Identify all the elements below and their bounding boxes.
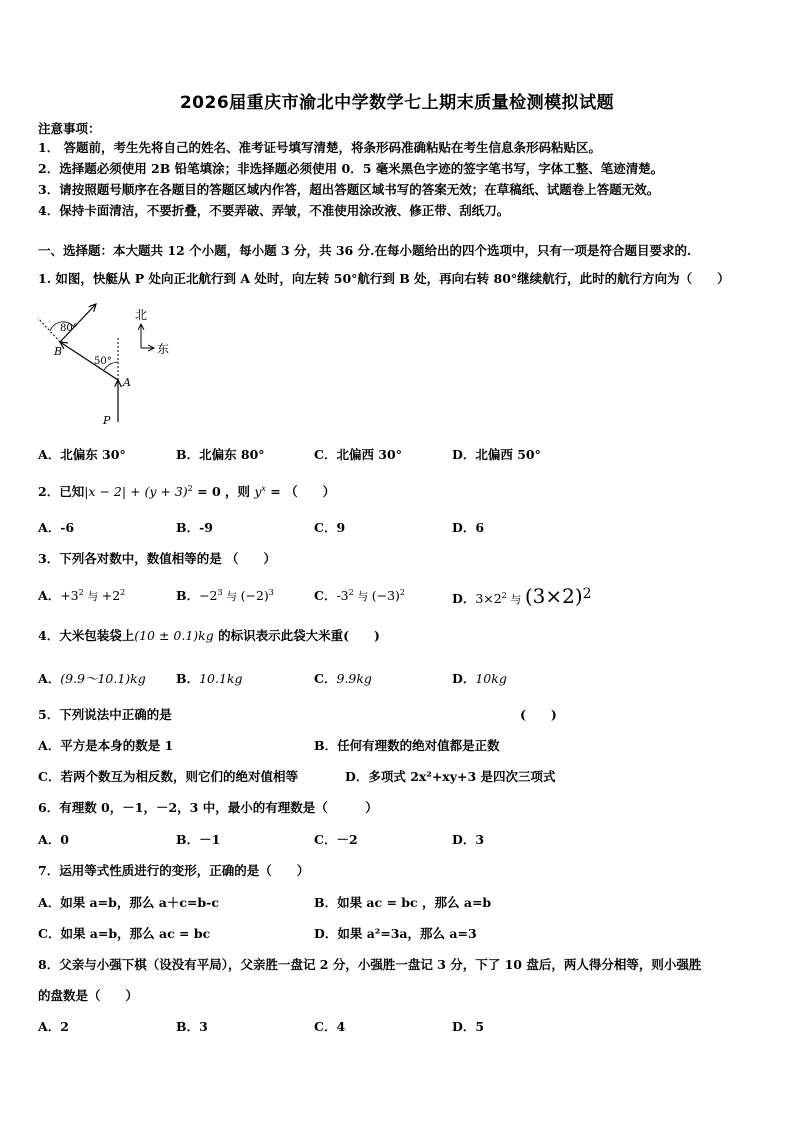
q4-c-value: 9.9kg — [336, 671, 372, 686]
q5-option-d: D．多项式 2x²+xy+3 是四次三项式 — [345, 769, 556, 784]
q4-b-label: B． — [176, 671, 200, 686]
notice-item: 2．选择题必须使用 2B 铅笔填涂；非选择题必须使用 0．5 毫米黑色字迹的签字笔书写，字体工整、笔迹清楚。 — [38, 161, 664, 176]
q8-option-d: D．5 — [452, 1019, 485, 1034]
q4-a-value: (9.9～10.1)kg — [60, 671, 146, 686]
q2-expression: |x − 2| + (y + 3) — [84, 484, 188, 499]
q5-option-c: C．若两个数互为相反数，则它们的绝对值相等 — [38, 769, 298, 784]
question-8-stem-line2: 的盘数是（ ） — [38, 988, 139, 1003]
section-heading: 一、选择题：本大题共 12 个小题，每小题 3 分，共 36 分.在每小题给出的四个选项中，只有一项是符合题目要求的. — [38, 243, 692, 258]
q3-option-b — [176, 588, 274, 605]
q3-d-right-exp: 2 — [582, 585, 592, 602]
point-p-label: P — [103, 414, 111, 427]
q2-option-c: C．9 — [314, 520, 346, 535]
q8-option-c: C．4 — [314, 1019, 346, 1034]
q3-c-right: (−3) — [371, 588, 400, 603]
compass-east-label: 东 — [157, 342, 170, 356]
q2-prefix: 2．已知 — [38, 484, 85, 499]
q3-a-label: A． — [38, 588, 61, 603]
q2-x: x — [261, 483, 266, 493]
q2-y: y — [254, 484, 262, 499]
q6-option-a: A．0 — [38, 832, 69, 847]
q3-a-left: +3 — [60, 588, 79, 603]
q3-b-left: −2 — [199, 588, 218, 603]
q3-b-right-exp: 3 — [268, 587, 274, 597]
point-b-label: B — [54, 345, 63, 358]
question-6-stem: 6．有理数 0，－1，－2，3 中，最小的有理数是（ ） — [38, 800, 378, 815]
q5-option-a: A．平方是本身的数是 1 — [38, 738, 174, 753]
notice-heading: 注意事项： — [38, 121, 101, 136]
q2-option-b: B．-9 — [176, 520, 213, 535]
q3-c-right-exp: 2 — [399, 587, 406, 597]
q3-a-right: +2 — [101, 588, 121, 603]
q4-c-label: C． — [314, 671, 337, 686]
q4-a-label: A． — [38, 671, 61, 686]
q6-option-b: B．－1 — [176, 832, 221, 847]
q6-option-c: C．－2 — [314, 832, 358, 847]
q7-option-d: D．如果 a²=3a，那么 a=3 — [314, 926, 477, 941]
q2-equals: = 0 ，则 — [192, 484, 255, 499]
q3-d-label: D． — [452, 591, 476, 606]
q3-c-label: C． — [314, 588, 337, 603]
question-3-stem: 3．下列各对数中，数值相等的是 （ ） — [38, 551, 277, 566]
question-8-stem-line1: 8．父亲与小强下棋（设没有平局），父亲胜一盘记 2 分，小强胜一盘记 3 分，下了 10 盘后，两人得分相等，则小强胜 — [38, 957, 702, 972]
q4-option-d — [452, 671, 507, 687]
q3-option-c — [314, 588, 405, 605]
compass-north-label: 北 — [135, 308, 148, 322]
q4-tail: 的标识表示此袋大米重( ) — [213, 628, 380, 643]
q3-c-left-exp: 2 — [348, 587, 354, 597]
q4-b-value: 10.1kg — [199, 671, 243, 686]
q8-option-b: B．3 — [176, 1019, 208, 1034]
q3-a-right-exp: 2 — [120, 587, 126, 597]
q4-option-c — [314, 671, 372, 687]
q1-option-c: C．北偏西 30° — [314, 447, 402, 462]
angle-80-label: 80° — [60, 323, 78, 334]
q2-option-a: A．-6 — [38, 520, 75, 535]
point-a-label: A — [123, 376, 131, 389]
notice-item: 4．保持卡面清洁，不要折叠，不要弄破、弄皱，不准使用涂改液、修正带、刮纸刀。 — [38, 203, 510, 218]
q2-tail: = （ ） — [265, 484, 336, 499]
notice-item: 1． 答题前，考生先将自己的姓名、准考证号填写清楚，将条形码准确粘贴在考生信息条形码粘贴区。 — [38, 140, 602, 155]
q3-b-label: B． — [176, 588, 200, 603]
q1-option-a: A．北偏东 30° — [38, 447, 126, 462]
q4-option-b — [176, 671, 243, 687]
q3-a-mid: 与 — [83, 590, 102, 603]
q7-option-a: A．如果 a=b，那么 a＋c=b-c — [38, 895, 219, 910]
q3-b-mid: 与 — [222, 590, 241, 603]
q3-c-mid: 与 — [353, 590, 372, 603]
q2-exponent: 2 — [187, 483, 193, 493]
q8-option-a: A．2 — [38, 1019, 69, 1034]
q4-d-value: 10kg — [475, 671, 507, 686]
question-2-stem — [38, 484, 335, 500]
question-1-figure — [34, 298, 184, 428]
q7-option-c: C．如果 a=b，那么 ac = bc — [38, 926, 211, 941]
q3-b-left-exp: 3 — [217, 587, 223, 597]
q3-option-d — [452, 585, 592, 611]
q3-d-mid: 与 — [506, 593, 525, 606]
q2-option-d: D．6 — [452, 520, 485, 535]
angle-50-label: 50° — [94, 356, 112, 367]
q3-d-right: (3×2) — [524, 584, 583, 608]
question-1-stem: 1. 如图，快艇从 P 处向正北航行到 A 处时，向左转 50°航行到 B 处，再向右转 80°继续航行，此时的航行方向为（ ） — [38, 271, 730, 286]
q5-option-b: B．任何有理数的绝对值都是正数 — [314, 738, 500, 753]
q4-option-a — [38, 671, 146, 687]
q1-option-d: D．北偏西 50° — [452, 447, 541, 462]
question-4-stem — [38, 628, 380, 644]
q3-d-left-exp: 2 — [501, 590, 507, 600]
q3-c-left: -3 — [336, 588, 349, 603]
q4-expression: (10 ± 0.1)kg — [134, 628, 214, 643]
question-7-stem: 7．运用等式性质进行的变形，正确的是（ ） — [38, 863, 310, 878]
q3-a-left-exp: 2 — [78, 587, 84, 597]
q3-b-right: (−2) — [240, 588, 269, 603]
q3-option-a — [38, 588, 125, 605]
q4-d-label: D． — [452, 671, 476, 686]
q5-answer-paren: ( ) — [520, 707, 557, 722]
q3-d-left: 3×2 — [475, 591, 502, 606]
q6-option-d: D．3 — [452, 832, 485, 847]
q4-prefix: 4．大米包装袋上 — [38, 628, 135, 643]
notice-item: 3．请按照题号顺序在各题目的答题区域内作答，超出答题区域书写的答案无效；在草稿纸、试题卷上答题无效。 — [38, 182, 660, 197]
q7-option-b: B．如果 ac = bc ，那么 a=b — [314, 895, 492, 910]
q1-option-b: B．北偏东 80° — [176, 447, 265, 462]
page-title: 2026届重庆市渝北中学数学七上期末质量检测模拟试题 — [179, 93, 615, 113]
question-5-stem: 5．下列说法中正确的是 — [38, 707, 172, 722]
